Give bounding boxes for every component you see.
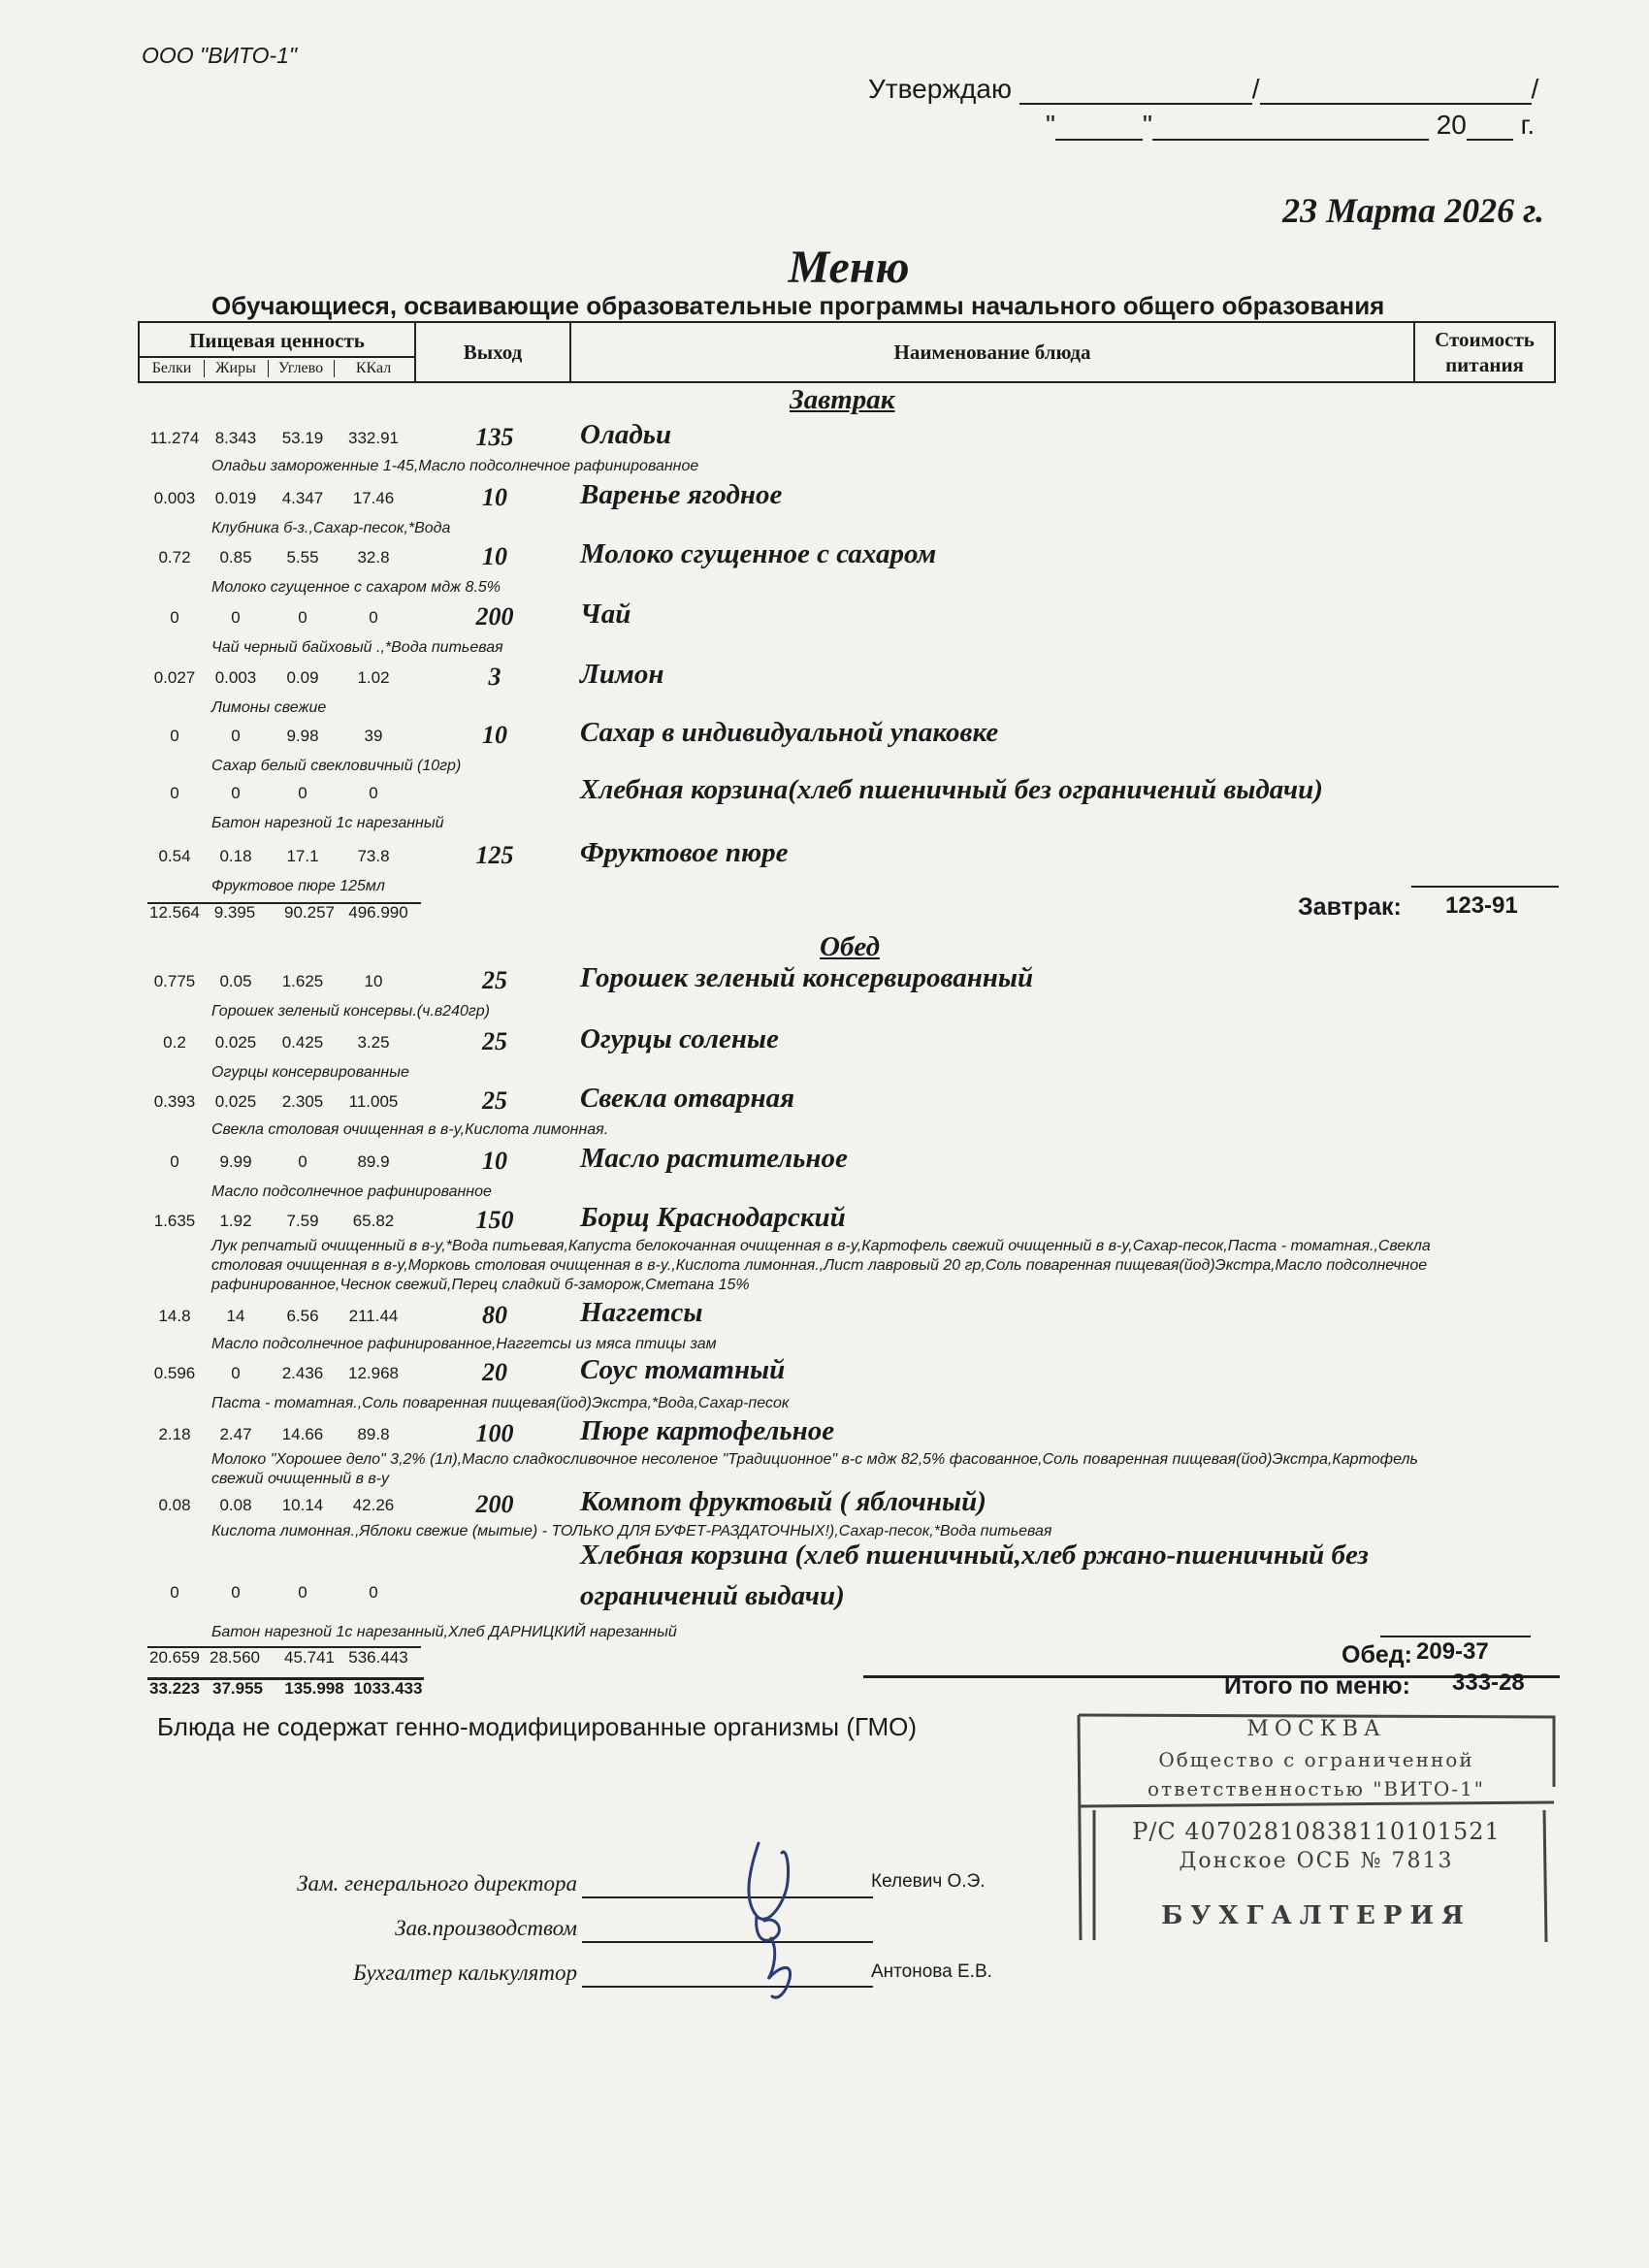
- breakfast-item-fats: 0.85: [219, 548, 252, 567]
- accounting-stamp: [1075, 1709, 1558, 1946]
- col-dish-name: Наименование блюда: [571, 323, 1415, 381]
- lunch-item-kcal: 0: [369, 1583, 378, 1602]
- breakfast-item-carbs: 5.55: [286, 548, 319, 567]
- col-yield: Выход: [416, 323, 571, 381]
- lunch-item-yield: 25: [482, 1086, 507, 1115]
- breakfast-item-ingredients: Молоко сгущенное с сахаром мдж 8.5%: [211, 579, 501, 596]
- breakfast-item-name: Варенье ягодное: [580, 479, 783, 510]
- lunch-item-carbs: 2.305: [281, 1092, 324, 1111]
- lunch-item-ingredients: Горошек зеленый консервы.(ч.в240гр): [211, 1003, 490, 1020]
- lunch-item-carbs: 0: [298, 1152, 307, 1171]
- lunch-item-kcal: 42.26: [352, 1496, 395, 1514]
- signature-role-accountant: Бухгалтер калькулятор: [353, 1960, 577, 1985]
- breakfast-item-name: Молоко сгущенное с сахаром: [580, 538, 937, 569]
- breakfast-item-fats: 0.019: [214, 489, 257, 507]
- lunch-item-name: Горошек зеленый консервированный: [580, 962, 1034, 993]
- lunch-item-kcal: 211.44: [348, 1307, 399, 1325]
- lunch-item-yield: 200: [475, 1490, 514, 1518]
- breakfast-item-name: Фруктовое пюре: [580, 837, 789, 868]
- breakfast-item-yield: 125: [475, 841, 514, 869]
- breakfast-item-fats: 0: [231, 727, 241, 745]
- stamp-org-line2: ответственностью "ВИТО-1": [1147, 1777, 1485, 1800]
- approve-label: Утверждаю: [868, 74, 1012, 104]
- breakfast-item-name: Чай: [580, 599, 631, 630]
- breakfast-item-name: Оладьи: [580, 419, 672, 450]
- breakfast-item-carbs: 17.1: [286, 847, 319, 865]
- lunch-item-name: Свекла отварная: [580, 1083, 795, 1114]
- breakfast-item-kcal: 32.8: [357, 548, 390, 567]
- col-proteins: Белки: [140, 360, 205, 377]
- stamp-account: Р/С 40702810838110101521: [1132, 1818, 1501, 1845]
- lunch-item-fats: 0: [231, 1583, 241, 1602]
- year-suffix: г.: [1520, 110, 1536, 140]
- breakfast-item-kcal: 332.91: [348, 429, 399, 447]
- breakfast-item-kcal: 39: [364, 727, 383, 745]
- lunch-item-ingredients: Свекла столовая очищенная в в-у,Кислота лимонная.: [211, 1121, 609, 1138]
- breakfast-item-carbs: 0.09: [286, 668, 319, 687]
- lunch-item-proteins: 1.635: [153, 1212, 196, 1230]
- col-carbs: Углево: [268, 360, 335, 377]
- signature-name-deputy: Келевич О.Э.: [871, 1871, 986, 1892]
- lunch-total-carbs: 45.741: [284, 1648, 335, 1667]
- lunch-item-name: Борщ Краснодарский: [580, 1202, 846, 1233]
- lunch-sum-value: 209-37: [1416, 1638, 1489, 1665]
- lunch-item-yield: 25: [482, 966, 507, 994]
- lunch-item-carbs: 1.625: [281, 972, 324, 990]
- breakfast-total-proteins: 12.564: [149, 903, 200, 922]
- breakfast-item-carbs: 0: [298, 784, 307, 802]
- stamp-org-line1: Общество с ограниченной: [1158, 1748, 1474, 1771]
- grand-total-kcal: 1033.433: [353, 1679, 423, 1698]
- breakfast-item-carbs: 9.98: [286, 727, 319, 745]
- breakfast-item-ingredients: Оладьи замороженные 1-45,Масло подсолнечное рафинированное: [211, 458, 699, 474]
- lunch-item-name: Соус томатный: [580, 1354, 786, 1385]
- lunch-item-yield: 80: [482, 1301, 507, 1329]
- breakfast-total-carbs: 90.257: [284, 903, 335, 922]
- breakfast-item-proteins: 0: [170, 727, 179, 745]
- lunch-item-fats: 0.05: [219, 972, 252, 990]
- lunch-item-fats: 14: [226, 1307, 245, 1325]
- breakfast-item-kcal: 17.46: [352, 489, 395, 507]
- lunch-item-kcal: 89.8: [357, 1425, 390, 1443]
- gmo-note: Блюда не содержат генно-модифицированные организмы (ГМО): [157, 1712, 917, 1741]
- lunch-total-kcal: 536.443: [348, 1648, 408, 1667]
- breakfast-item-fats: 0: [231, 784, 241, 802]
- stamp-bank: Донское ОСБ № 7813: [1179, 1849, 1454, 1873]
- lunch-item-kcal: 12.968: [348, 1364, 399, 1382]
- approve-signature-blank: [1019, 76, 1252, 105]
- lunch-total-fats: 28.560: [210, 1648, 260, 1667]
- lunch-item-fats: 0.025: [214, 1033, 257, 1052]
- breakfast-total-kcal: 496.990: [348, 903, 408, 922]
- lunch-item-ingredients: Масло подсолнечное рафинированное,Наггетсы из мяса птицы зам: [211, 1336, 717, 1352]
- breakfast-item-fats: 0.003: [214, 668, 257, 687]
- breakfast-item-proteins: 0.54: [158, 847, 191, 865]
- lunch-item-carbs: 10.14: [281, 1496, 324, 1514]
- col-fats: Жиры: [204, 360, 269, 377]
- breakfast-item-proteins: 0.003: [153, 489, 196, 507]
- breakfast-total-fats: 9.395: [213, 903, 256, 922]
- breakfast-item-carbs: 4.347: [281, 489, 324, 507]
- breakfast-item-kcal: 73.8: [357, 847, 390, 865]
- breakfast-item-yield: 10: [482, 483, 507, 511]
- lunch-item-ingredients: Батон нарезной 1с нарезанный,Хлеб ДАРНИЦКИЙ нарезанный: [211, 1624, 677, 1640]
- breakfast-item-kcal: 1.02: [357, 668, 390, 687]
- breakfast-item-ingredients: Фруктовое пюре 125мл: [211, 878, 385, 894]
- lunch-item-kcal: 3.25: [357, 1033, 390, 1052]
- lunch-item-ingredients: Масло подсолнечное рафинированное: [211, 1183, 492, 1200]
- lunch-item-yield: 100: [475, 1419, 514, 1447]
- lunch-item-ingredients: Молоко "Хорошее дело" 3,2% (1л),Масло сладкосливочное несоленое "Традиционное" в-с мдж 82,5% фасованное,Соль поваренная пищевая(йод)Экстра,Картофель свежий очищенный в в-у: [211, 1451, 1418, 1487]
- lunch-item-kcal: 11.005: [348, 1092, 399, 1111]
- grand-sum-label: Итого по меню:: [1224, 1672, 1410, 1700]
- lunch-item-carbs: 7.59: [286, 1212, 319, 1230]
- lunch-item-name: Наггетсы: [580, 1297, 703, 1328]
- breakfast-item-fats: 0: [231, 608, 241, 627]
- col-cost: Стоимость питания: [1435, 328, 1535, 376]
- breakfast-item-carbs: 0: [298, 608, 307, 627]
- lunch-item-carbs: 2.436: [281, 1364, 324, 1382]
- lunch-item-name: Пюре картофельное: [580, 1415, 835, 1446]
- breakfast-item-kcal: 0: [369, 608, 378, 627]
- lunch-item-fats: 1.92: [219, 1212, 252, 1230]
- signature-role-production: Зав.производством: [395, 1916, 577, 1940]
- lunch-item-ingredients: Паста - томатная.,Соль поваренная пищевая(йод)Экстра,*Вода,Сахар-песок: [211, 1395, 790, 1411]
- breakfast-item-ingredients: Батон нарезной 1с нарезанный: [211, 815, 444, 831]
- signature-role-deputy: Зам. генерального директора: [297, 1871, 577, 1895]
- lunch-item-fats: 2.47: [219, 1425, 252, 1443]
- breakfast-item-carbs: 53.19: [281, 429, 324, 447]
- breakfast-item-ingredients: Сахар белый свекловичный (10гр): [211, 758, 462, 774]
- breakfast-sum-label: Завтрак:: [1298, 893, 1402, 921]
- lunch-item-ingredients: Лук репчатый очищенный в в-у,*Вода питьевая,Капуста белокочанная очищенная в в-у,Картофель свежий очищенный в в-у,Сахар-песок,Паста - томатная.,Свекла столовая очищенная в в-у,Морковь столовая очищенная в в-у.,Кислота лимонная.,Лист лавровый 20 гр,Соль поваренная пищевая(йод)Экстра,Масло подсолнечное рафинированное,Чеснок свежий,Перец сладкий б-заморож,Сметана 15%: [211, 1238, 1431, 1293]
- nutrition-header: Пищевая ценность: [140, 323, 416, 381]
- lunch-item-name: Хлебная корзина (хлеб пшеничный,хлеб ржано-пшеничный без ограничений выдачи): [580, 1539, 1369, 1611]
- lunch-item-name: Огурцы соленые: [580, 1023, 779, 1054]
- lunch-item-carbs: 0: [298, 1583, 307, 1602]
- lunch-item-ingredients: Кислота лимонная.,Яблоки свежие (мытые) - ТОЛЬКО ДЛЯ БУФЕТ-РАЗДАТОЧНЫХ!),Сахар-песок,*Вода питьевая: [211, 1523, 1052, 1539]
- breakfast-item-yield: 10: [482, 721, 507, 749]
- lunch-item-proteins: 2.18: [158, 1425, 191, 1443]
- page-title: Меню: [788, 242, 910, 293]
- signature-name-accountant: Антонова Е.В.: [871, 1961, 992, 1982]
- lunch-item-kcal: 89.9: [357, 1152, 390, 1171]
- breakfast-sum-value: 123-91: [1445, 892, 1518, 919]
- lunch-item-kcal: 10: [364, 972, 383, 990]
- lunch-item-kcal: 65.82: [352, 1212, 395, 1230]
- handwritten-signature: [718, 1824, 834, 2008]
- year-prefix: 20: [1436, 110, 1467, 140]
- lunch-item-yield: 20: [482, 1358, 507, 1386]
- breakfast-item-proteins: 0: [170, 608, 179, 627]
- page-subtitle: Обучающиеся, осваивающие образовательные программы начального общего образования: [211, 291, 1385, 320]
- stamp-city: МОСКВА: [1246, 1717, 1386, 1741]
- lunch-item-carbs: 6.56: [286, 1307, 319, 1325]
- lunch-item-proteins: 14.8: [158, 1307, 191, 1325]
- stamp-department: БУХГАЛТЕРИЯ: [1161, 1901, 1471, 1930]
- section-lunch-title: Обед: [820, 931, 880, 962]
- breakfast-item-proteins: 0: [170, 784, 179, 802]
- lunch-item-proteins: 0.775: [153, 972, 196, 990]
- lunch-item-yield: 10: [482, 1147, 507, 1175]
- lunch-item-fats: 9.99: [219, 1152, 252, 1171]
- lunch-item-proteins: 0.393: [153, 1092, 196, 1111]
- section-breakfast-title: Завтрак: [790, 384, 895, 415]
- breakfast-item-proteins: 0.027: [153, 668, 196, 687]
- lunch-item-proteins: 0: [170, 1583, 179, 1602]
- lunch-item-proteins: 0.596: [153, 1364, 196, 1382]
- grand-total-proteins: 33.223: [149, 1679, 200, 1698]
- lunch-item-ingredients: Огурцы консервированные: [211, 1064, 409, 1081]
- lunch-sum-label: Обед:: [1342, 1641, 1412, 1669]
- breakfast-item-ingredients: Чай черный байховый .,*Вода питьевая: [211, 639, 503, 656]
- breakfast-item-name: Сахар в индивидуальной упаковке: [580, 717, 999, 748]
- lunch-item-fats: 0.08: [219, 1496, 252, 1514]
- lunch-item-name: Масло растительное: [580, 1143, 848, 1174]
- breakfast-item-proteins: 0.72: [158, 548, 191, 567]
- lunch-item-fats: 0.025: [214, 1092, 257, 1111]
- breakfast-item-fats: 0.18: [219, 847, 252, 865]
- breakfast-item-name: Хлебная корзина(хлеб пшеничный без ограничений выдачи): [580, 774, 1323, 805]
- breakfast-item-ingredients: Клубника б-з.,Сахар-песок,*Вода: [211, 520, 451, 536]
- approval-date-line: " " 20 г.: [1046, 110, 1536, 140]
- grand-sum-value: 333-28: [1452, 1669, 1525, 1696]
- lunch-item-proteins: 0: [170, 1152, 179, 1171]
- grand-total-fats: 37.955: [212, 1679, 263, 1698]
- breakfast-item-ingredients: Лимоны свежие: [211, 699, 327, 716]
- lunch-item-yield: 150: [475, 1206, 514, 1234]
- approve-name-blank: [1260, 76, 1532, 105]
- approval-line: Утверждаю / /: [868, 74, 1539, 104]
- lunch-item-proteins: 0.08: [158, 1496, 191, 1514]
- lunch-item-carbs: 0.425: [281, 1033, 324, 1052]
- col-kcal: ККал: [355, 360, 392, 376]
- menu-date: 23 Марта 2026 г.: [1282, 191, 1544, 230]
- table-header: [138, 321, 1556, 383]
- grand-total-carbs: 135.998: [284, 1679, 344, 1698]
- breakfast-item-yield: 135: [475, 423, 514, 451]
- lunch-total-proteins: 20.659: [149, 1648, 200, 1667]
- breakfast-item-kcal: 0: [369, 784, 378, 802]
- breakfast-item-proteins: 11.274: [149, 429, 200, 447]
- breakfast-item-yield: 3: [488, 663, 501, 691]
- lunch-item-yield: 25: [482, 1027, 507, 1055]
- breakfast-item-fats: 8.343: [214, 429, 257, 447]
- breakfast-item-yield: 10: [482, 542, 507, 570]
- lunch-item-fats: 0: [231, 1364, 241, 1382]
- lunch-item-name: Компот фруктовый ( яблочный): [580, 1486, 986, 1517]
- lunch-item-proteins: 0.2: [163, 1033, 186, 1052]
- breakfast-item-yield: 200: [475, 602, 514, 631]
- breakfast-item-name: Лимон: [580, 659, 664, 690]
- company-name: ООО "ВИТО-1": [142, 43, 298, 68]
- lunch-item-carbs: 14.66: [281, 1425, 324, 1443]
